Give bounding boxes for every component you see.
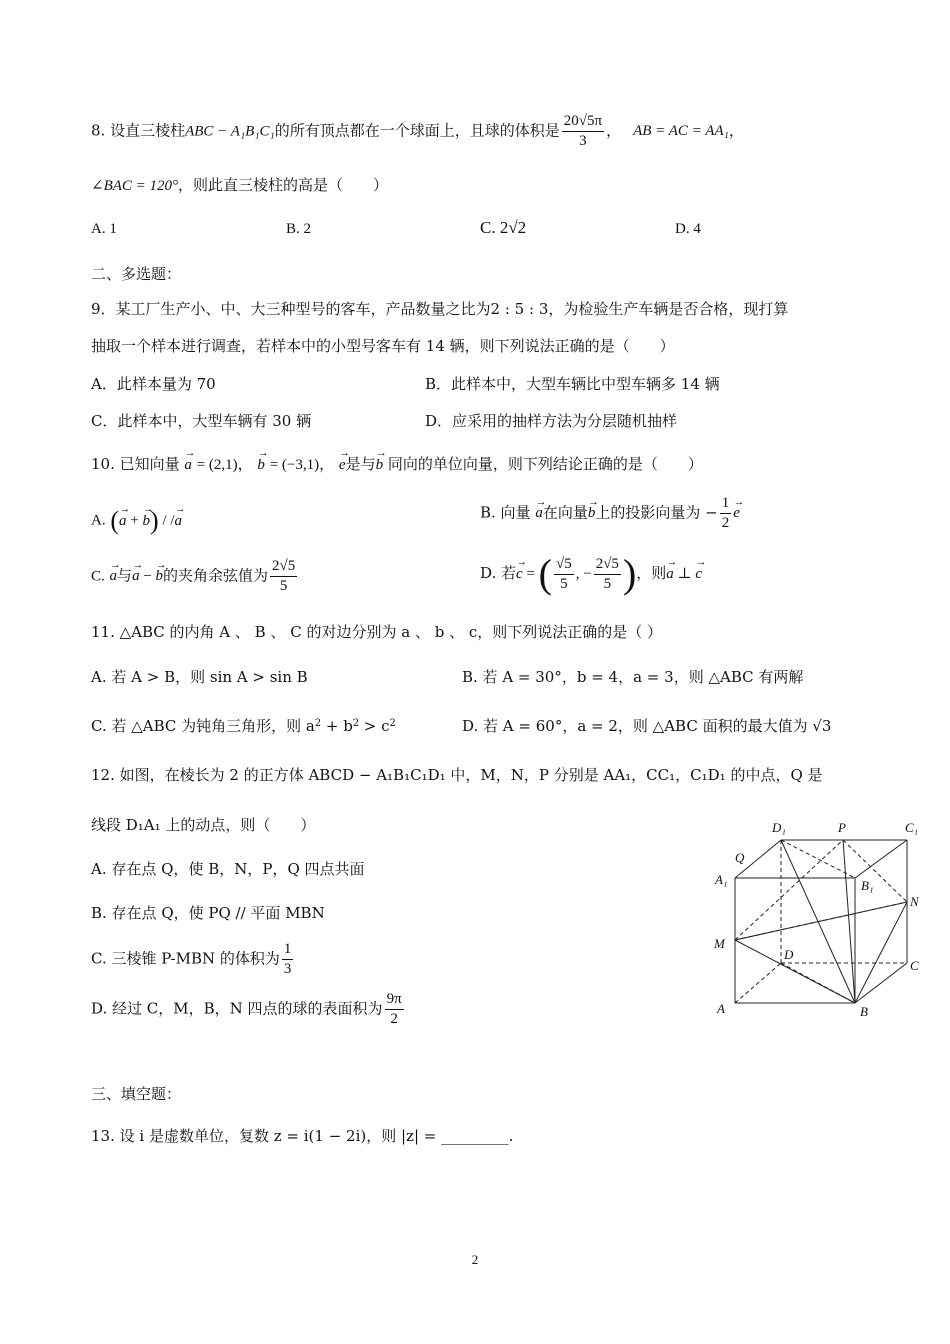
q12-option-a: A. 存在点 Q，使 B，N，P，Q 四点共面 (91, 860, 365, 878)
label-a1: A₁ (715, 872, 728, 887)
page-number: 2 (471, 1252, 479, 1267)
q10-option-d: D. 若→ c = ( $\frac{√5}{5}$ , − $\frac{2√5}{5}$ )，则→ a ⊥ → c (480, 550, 702, 598)
sphere-volume-fraction: $\frac{20√5\pi}{3}$ (563, 113, 603, 149)
label-b1: B₁ (861, 878, 874, 893)
q12-option-d: D. 经过 C，M，B，N 四点的球的表面积为 $\frac{9\pi}{2}$ (91, 991, 402, 1027)
q12-line2: 线段 D₁A₁ 上的动点，则（ ） (91, 816, 316, 834)
cube-figure (704, 818, 924, 1023)
label-d1: D₁ (772, 820, 786, 835)
q10-stem: 10. 已知向量 → a = (2,1)， → b = (−3,1)， → e是与→ b 同向的单位向量，则下列结论正确的是（ ） (91, 455, 703, 474)
label-a: A (717, 1001, 725, 1016)
edge-condition: AB = AC = AA₁ (633, 123, 729, 140)
q11-stem: 11. △ABC 的内角 A 、 B 、 C 的对边分别为 a 、 b 、 c，则下列说法正确的是（ ） (91, 623, 663, 641)
q11-option-a: A. 若 A > B，则 sin A > sin B (91, 668, 308, 686)
q11-option-b: B. 若 A = 30°，b = 4，a = 3，则 △ABC 有两解 (462, 668, 804, 686)
q12-line1: 12. 如图，在棱长为 2 的正方体 ABCD − A₁B₁C₁D₁ 中，M，N，P 分别是 AA₁，CC₁，C₁D₁ 的中点，Q 是 (91, 766, 823, 784)
q8-option-c: C. 2√2 (480, 218, 527, 237)
label-d: D (784, 947, 794, 962)
q9-option-b: B．此样本中，大型车辆比中型车辆多 14 辆 (425, 375, 720, 393)
q9-option-a: A．此样本量为 70 (91, 375, 216, 393)
label-b: B (860, 1004, 868, 1019)
label-q: Q (735, 850, 745, 865)
q9-line2: 抽取一个样本进行调查，若样本中的小型号客车有 14 辆，则下列说法正确的是（ ） (91, 337, 675, 355)
section-fill-in: 三、填空题： (91, 1085, 182, 1103)
q10-option-a: A. (→ a + → b) / /→ a (91, 505, 182, 536)
label-n: N (910, 894, 919, 909)
label-p: P (838, 820, 846, 835)
q10-option-b: B. 向量 → a在向量→ b上的投影向量为 − $\frac{1}{2}$ → e (480, 494, 740, 533)
label-c: C (910, 958, 919, 973)
angle-condition: ∠BAC = 120° (91, 178, 179, 194)
section-multiple-choice: 二、多选题： (91, 265, 182, 283)
q13: 13. 设 i 是虚数单位，复数 z = i(1 − 2i)，则 |z| = _________. (91, 1127, 514, 1145)
q9-option-c: C．此样本中，大型车辆有 30 辆 (91, 412, 312, 430)
q8-option-a: A. 1 (91, 221, 117, 237)
q12-option-c: C. 三棱锥 P-MBN 的体积为 $\frac{1}{3}$ (91, 941, 292, 977)
label-m: M (714, 936, 725, 951)
q10-option-c: C. → a与→ a − → b的夹角余弦值为 $\frac{2√5}{5}$ (91, 557, 299, 596)
q8-option-b: B. 2 (286, 221, 312, 237)
q8-line1: 8. 设直三棱柱ABC − A₁B₁C₁的所有顶点都在一个球面上，且球的体积是 $\frac{20√5\pi}{3}$ ， AB = AC = AA₁， (91, 113, 744, 149)
q8-option-d: D. 4 (675, 221, 701, 237)
q12-option-b: B. 存在点 Q，使 PQ // 平面 MBN (91, 904, 325, 922)
prism-name: ABC − A₁B₁C₁ (185, 123, 275, 140)
q9-option-d: D．应采用的抽样方法为分层随机抽样 (425, 412, 678, 430)
q9-line1: 9．某工厂生产小、中、大三种型号的客车，产品数量之比为2 : 5 : 3，为检验生产车辆是否合格，现打算 (91, 300, 789, 318)
q8-line2: ∠BAC = 120°，则此直三棱柱的高是（ ） (91, 176, 389, 194)
q11-option-d: D. 若 A = 60°，a = 2，则 △ABC 面积的最大值为 √3 (462, 717, 832, 735)
q11-option-c: C. 若 △ABC 为钝角三角形，则 $a^2 + b^2 > c^2$ (91, 717, 396, 735)
label-c1: C₁ (905, 820, 919, 835)
